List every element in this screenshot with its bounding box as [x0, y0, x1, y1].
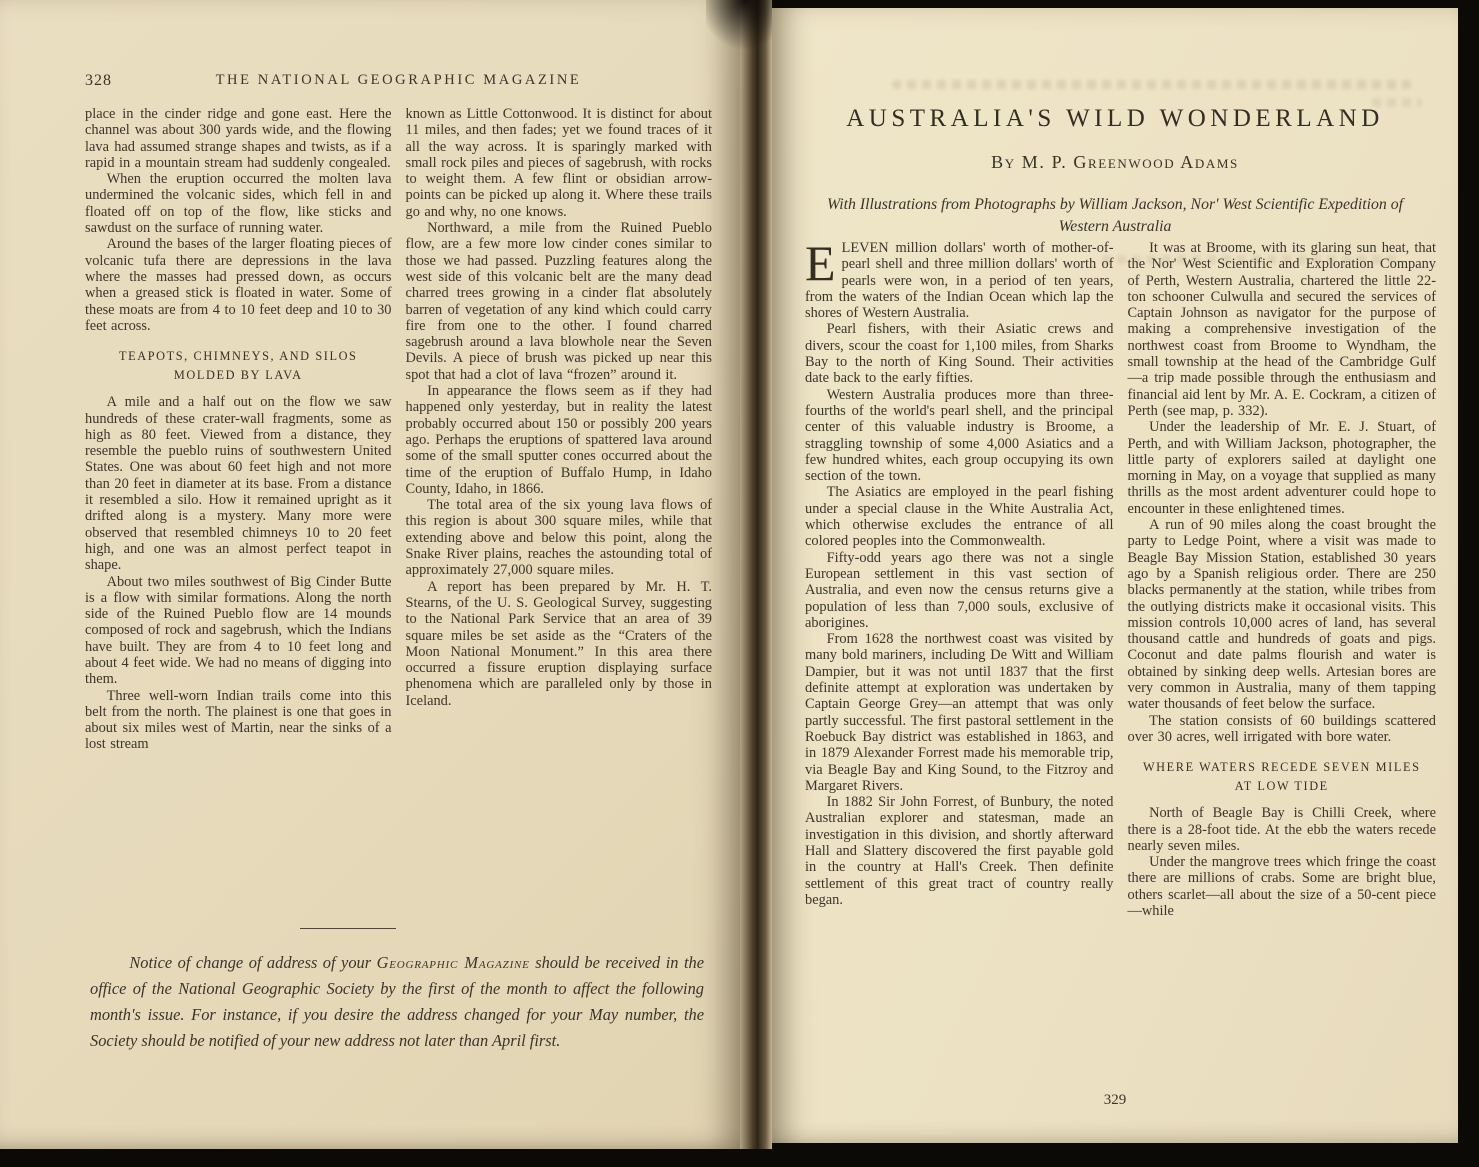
paragraph: The total area of the six young lava flows of this region is about 300 square miles, while that extending above and below this point, along the Snake River plains, reaches the astounding total of approximately 27,000 square miles.: [405, 497, 712, 579]
notice-text-prefix: Notice of change of address of your: [129, 953, 377, 972]
running-title: THE NATIONAL GEOGRAPHIC MAGAZINE: [215, 72, 582, 88]
right-column-2: [1128, 240, 1437, 919]
notice-text-suffix: should be received in the office of the National Geographic Society by the first of the month to affect the following month's issue. For instance, if you desire the address changed for your May number, the Society should be notified of your new address not later than April first.: [90, 953, 705, 1050]
paragraph-group: [805, 321, 1114, 908]
paragraph: The station consists of 60 buildings scattered over 30 acres, well irrigated with bore water.: [1127, 712, 1436, 745]
paragraph: The Asiatics are employed in the pearl fishing under a special clause in the White Australia Act, which otherwise excludes the entrance of all colored peoples into the Commonwealth.: [805, 484, 1114, 550]
paragraph-group: [1128, 805, 1437, 919]
opening-paragraph-text: LEVEN million dollars' worth of mother-of-pearl shell and three million dollars' worth of pearls were won, in a period of ten years, from the waters of the Indian Ocean which lap the shores of Western Australia.: [805, 240, 1114, 322]
left-column-2: [406, 106, 713, 753]
subtitle: With Illustrations from Photographs by William Jackson, Nor' West Scientific Expedition of Western Australia: [826, 196, 1404, 236]
paragraph-group: [85, 394, 392, 753]
paragraph: Under the leadership of Mr. E. J. Stuart, of Perth, and with William Jackson, photographer, the little party of explorers sailed at daylight one morning in May, on a voyage that supplied as many thrills as the most ardent adventurer could hope to encounter in these enlightened times.: [1127, 419, 1436, 517]
paragraph: About two miles southwest of Big Cinder Butte is a flow with similar formations. Along the north side of the Ruined Pueblo flow are 14 mounds composed of rock and sagebrush, which the Indians have built. They are from 4 to 10 feet long and about 4 feet wide. We had no means of digging into them.: [85, 573, 392, 688]
paragraph: In 1882 Sir John Forrest, of Bunbury, the noted Australian explorer and statesman, made an investigation in this division, and shortly afterward Hall and Slattery discovered the first payable gold in the country at Hall's Creek. Then definite settlement of this great tract of country really began.: [805, 794, 1114, 908]
opening-paragraph: [805, 235, 1114, 322]
paragraph: Pearl fishers, with their Asiatic crews and divers, scour the coast for 1,100 miles, from Sharks Bay to the north of King Sound. Their activities date back to the early fifties.: [805, 321, 1114, 387]
left-page: [0, 0, 740, 1149]
left-column-1: [85, 106, 392, 753]
paragraph: North of Beagle Bay is Chilli Creek, where there is a 28-foot tide. At the ebb the waters recede nearly seven miles.: [1127, 805, 1436, 854]
left-columns: [85, 106, 712, 753]
paragraph: Three well-worn Indian trails come into this belt from the north. The plainest is one that goes in about six miles west of Martin, near the sinks of a lost stream: [85, 687, 392, 753]
paragraph: A mile and a half out on the flow we saw hundreds of these crater-wall fragments, some as high as 80 feet. Viewed from a distance, they resemble the pueblo ruins of southwestern United States. One was about 60 feet high and not more than 20 feet in diameter at its base. From a distance it resembled a silo. How it remained upright as it drifted along is a mystery. Many more were observed that resembled chimneys 10 to 20 feet high, and one was an almost perfect teapot in shape.: [85, 394, 392, 574]
byline: By M. P. Greenwood Adams: [991, 152, 1239, 172]
paragraph: place in the cinder ridge and gone east. Here the channel was about 300 yards wide, and the flowing lava had assumed strange shapes and twists, as if a rapid in a mountain stream had suddenly congealed.: [85, 106, 392, 171]
paragraph: Around the bases of the larger floating pieces of volcanic tufa there are depressions in the lava where the masses had pressed down, as occurs when a greased stick is floated in water. Some of these moats are from 4 to 10 feet deep and 10 to 30 feet across.: [85, 236, 392, 334]
paragraph: When the eruption occurred the molten lava undermined the volcanic sides, which fell in and floated off on top of the flow, like sticks and sawdust on the surface of running water.: [85, 171, 392, 237]
paragraph-group: [1128, 240, 1437, 745]
show-through-artifact: [1372, 98, 1422, 107]
right-page: [772, 8, 1458, 1143]
book-gutter: [740, 0, 772, 1149]
page-number-right: 329: [1103, 1092, 1127, 1108]
page-number-left: 328: [85, 72, 112, 89]
drop-cap: E: [805, 235, 836, 291]
paragraph: Under the mangrove trees which fringe the coast there are millions of crabs. Some are bright blue, others scarlet—all about the size of a 50-cent piece—while: [1127, 854, 1436, 920]
right-column-1: [805, 235, 1114, 919]
paragraph: Fifty-odd years ago there was not a single European settlement in this vast section of Australia, and even now the census returns give a population of less than 7,000 souls, exclusive of aborigines.: [805, 549, 1114, 631]
right-columns: [805, 235, 1436, 920]
paragraph-group: [85, 106, 392, 334]
left-page-header: [85, 72, 712, 89]
paragraph: A report has been prepared by Mr. H. T. Stearns, of the U. S. Geological Survey, suggesting to the National Park Service that an area of 39 square miles be set aside as the “Craters of the Moon National Monument.” In this area there occurred a fissure eruption displaying surface phenomena which are paralleled only by those in Iceland.: [405, 578, 712, 709]
paragraph: From 1628 the northwest coast was visited by many bold mariners, including De Witt and William Dampier, but it was not until 1837 that the first definite attempt at exploration was undertaken by Captain George Grey—an attempt that was only partly successful. The first pastoral settlement in the Roebuck Bay district was established in 1863, and in 1879 Alexander Forrest made his memorable trip, via Beagle Bay and King Sound, to the Fitzroy and Margaret Rivers.: [805, 631, 1114, 794]
article-title: AUSTRALIA'S WILD WONDERLAND: [846, 105, 1384, 132]
paragraph: A run of 90 miles along the coast brought the party to Ledge Point, where a visit was made to Beagle Bay Mission Station, established 30 years ago by a Spanish religious order. There are 250 blacks permanently at the station, while tribes from the outlying districts make it occasional visits. This mission controls 10,000 acres of land, has several thousand cattle and hundreds of goats and pigs. Coconut and date palms flourish and water is obtained by sinking deep wells. Artesian bores are very common in Australia, many of them tapping water thousands of feet below the surface.: [1127, 517, 1436, 713]
divider-rule: [300, 928, 396, 929]
notice-magazine-name: Geographic Magazine: [376, 953, 530, 972]
section-heading-teapots: TEAPOTS, CHIMNEYS, AND SILOS MOLDED BY LAVA: [119, 349, 358, 383]
paragraph: It was at Broome, with its glaring sun heat, that the Nor' West Scientific and Exploration Company of Perth, Western Australia, chartered the little 22-ton schooner Culwulla and secured the services of Captain Johnson as navigator for the purpose of making a comprehensive investigation of the northwest coast from Broome to Wyndham, the small township at the head of the Cambridge Gulf—a trip made possible through the enthusiasm and financial aid lent by Mr. A. E. Cockram, a citizen of Perth (see map, p. 332).: [1127, 240, 1436, 419]
show-through-artifact: [892, 80, 1412, 89]
paragraph-group: [406, 106, 713, 709]
paragraph: In appearance the flows seem as if they had happened only yesterday, but in reality the latest probably occurred about 150 or possibly 200 years ago. Perhaps the eruptions of spattered lava around some of the small sputter cones occurred about the time of the eruption of Buffalo Hump, in Idaho County, Idaho, in 1866.: [405, 383, 712, 497]
address-change-notice: [90, 950, 704, 1054]
paragraph: Northward, a mile from the Ruined Pueblo flow, are a few more low cinder cones similar to those we had passed. Puzzling features along the west side of this volcanic belt are the many dead charred trees growing in a cinder flat absolutely barren of vegetation of any kind which could carry fire from one to the other. I found charred sagebrush around a lava blowhole near the Seven Devils. A piece of brush was picked up near this spot that had a clot of lava “frozen” around it.: [405, 220, 712, 383]
paragraph: Western Australia produces more than three-fourths of the world's pearl shell, and the principal center of this valuable industry is Broome, a straggling township of some 4,000 Asiatics and a few hundred whites, each group occupying its own section of the town.: [805, 386, 1114, 485]
paragraph: known as Little Cottonwood. It is distinct for about 11 miles, and then fades; yet we found traces of it all the way across. It is sparingly marked with small rock piles and pieces of sagebrush, with rocks to weight them. A few flint or obsidian arrow-points can be picked up along it. Where these trails go and why, no one knows.: [405, 106, 712, 220]
section-heading-tide: WHERE WATERS RECEDE SEVEN MILES AT LOW TIDE: [1142, 760, 1421, 794]
